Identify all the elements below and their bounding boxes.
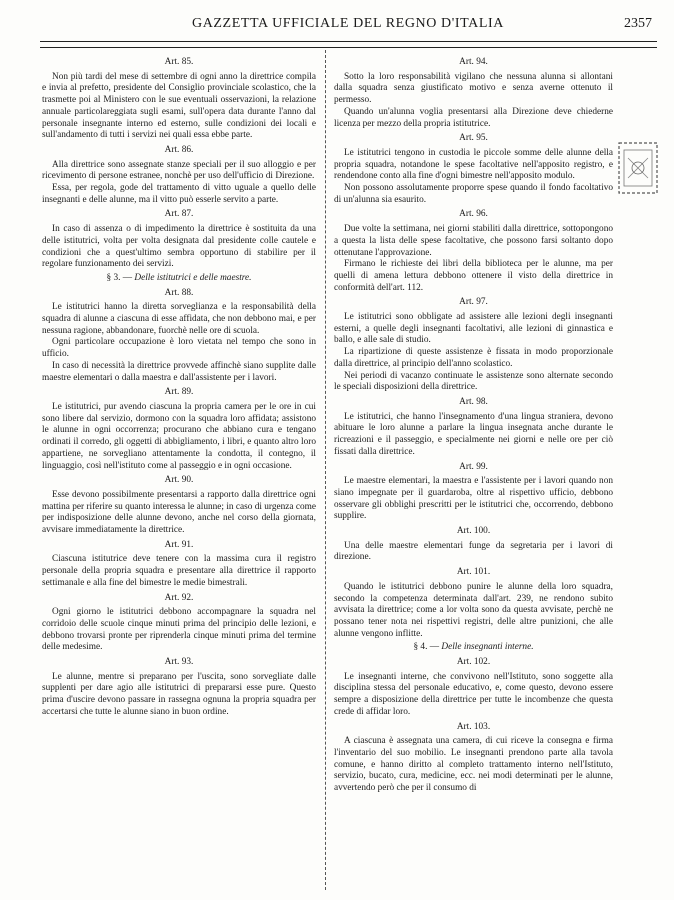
paragraph: Le istitutrici tengono in custodia le piccole somme delle alunne della propria squadra, notandone le spese facoltative nell'apposito registro, e rendendone conto alla fine d'ogni bimestre nell'apposito modulo. xyxy=(334,147,613,182)
section-number: § 3. — xyxy=(106,272,133,283)
paragraph: In caso di necessità la direttrice provvede affinchè siano supplite dalle maestre elementari o dalla maestra e dall'assistente per i lavori. xyxy=(42,360,316,383)
article-heading: Art. 86. xyxy=(164,144,194,155)
article-heading: Art. 100. xyxy=(456,526,491,537)
article-heading: Art. 102. xyxy=(456,657,491,668)
page-number: 2357 xyxy=(624,16,652,31)
section-title: Delle istitutrici e delle maestre. xyxy=(134,272,252,283)
paragraph: Due volte la settimana, nei giorni stabiliti dalla direttrice, sottopongono a questa la lista delle spese facoltative, che possono farsi soltanto dopo ottenutane l'approvazione. xyxy=(334,224,613,258)
paragraph: Quando un'alunna voglia presentarsi alla Direzione deve chiederne licenza per mezzo della propria istitutrice. xyxy=(334,106,613,129)
paragraph: Ogni giorno le istitutrici debbono accompagnare la squadra nel corridoio delle scuole cinque minuti prima del principio delle lezioni, e debbono trovarsi pronte per riprenderla cinque minuti prima del termine delle medesime. xyxy=(42,607,316,653)
article-heading: Art. 87. xyxy=(164,209,194,220)
paragraph: Firmano le richieste dei libri della biblioteca per le alunne, ma per quelli di amena lettura debbono ottenere il visto della direttrice in conformità dell'art. 112. xyxy=(334,259,613,293)
article-heading: Art. 88. xyxy=(164,287,194,298)
library-stamp-icon xyxy=(616,140,660,196)
paragraph: In caso di assenza o di impedimento la direttrice è sostituita da una delle istitutrici, volta per volta designata dal presidente colle cautele e condizioni che a quest'ultimo sembra opportuno di stabilire per il regolare funzionamento dei servizi. xyxy=(42,224,316,270)
article-heading: Art. 91. xyxy=(164,539,194,550)
article-heading: Art. 103. xyxy=(456,721,491,732)
left-column xyxy=(42,54,316,719)
paragraph: Le istitutrici hanno la diretta sorveglianza e la responsabilità della squadra di alunne a ciascuna di esse affidata, che non debbono mai, e per nessuna ragione, abbandonare, fuorchè nelle ore di scuola. xyxy=(42,302,316,336)
paragraph: Le istitutrici sono obbligate ad assistere alle lezioni degli insegnanti esterni, a quelle degli insegnanti facoltativi, alle lezioni di ginnastica e ballo, e alle sale di studio. xyxy=(334,312,613,346)
section-number: § 4. — xyxy=(413,642,440,653)
article-heading: Art. 93. xyxy=(164,657,194,668)
article-heading: Art. 98. xyxy=(459,396,488,407)
paragraph: Una delle maestre elementari funge da segretaria per i lavori di direzione. xyxy=(334,540,613,563)
paragraph: Non più tardi del mese di settembre di ogni anno la direttrice compila e invia al prefetto, presidente del Consiglio provinciale scolastico, che la trasmette poi al Ministero con le sue eventuali osservazioni, la relazione annuale particolareggiata sugli esami, sull'opera data durante l'anno dal personale insegnante interno ed esterno, sulle condizioni dei locali e sull'andamento di tutti i servizi nei quali essa ebbe parte. xyxy=(42,71,316,141)
paragraph: Non possono assolutamente proporre spese quando il fondo facoltativo di un'alunna sia esaurito. xyxy=(334,183,613,205)
paragraph: Ogni particolare occupazione è loro vietata nel tempo che sono in ufficio. xyxy=(42,337,316,360)
paragraph: Essa, per regola, gode del trattamento di vitto uguale a quello delle insegnanti e delle alunne, ma il vitto può esserle servito a parte. xyxy=(42,183,316,205)
paragraph: Esse devono possibilmente presentarsi a rapporto dalla direttrice ogni mattina per riferire su quanto interessa le alunne; in caso di urgenza come per indisposizione delle alunne devono, anche nel corso della giornata, avvisare immediatamente la direttrice. xyxy=(42,489,316,536)
paragraph: Le alunne, mentre si preparano per l'uscita, sono sorvegliate dalle supplenti per dare agio alle istitutrici di prepararsi esse pure. Questo prima d'uscire devono passare in rassegna ognuna la propria squadra per accertarsi che tutte le alunne siano in buon ordine. xyxy=(42,671,316,717)
article-heading: Art. 92. xyxy=(164,592,194,603)
paragraph: Le istitutrici, pur avendo ciascuna la propria camera per le ore in cui sono libere dal servizio, dormono con la squadra loro affidata; assistono le alunne in ogni occorrenza; procurano che abbiano cura e tengano ordinati il corredo, gli oggetti di abbigliamento, i libri, e quanto altro loro appartiene, ne sorvegliano attentamente la condotta, il contegno, il linguaggio, così nell'istituto come al passeggio e in ogni occasione. xyxy=(42,401,316,471)
paragraph: Nei periodi di vacanzo continuate le assistenze sono alternate secondo le speciali disposizioni della direttrice. xyxy=(334,370,613,393)
paragraph: A ciascuna è assegnata una camera, di cui riceve la consegna e firma l'inventario del suo mobilio. Le insegnanti prendono parte alla tavola comune, e hanno diritto al completo trattamento interno nell'Istituto, servizio, bucato, cura, medicine, ecc. nei modi determinati per le alunne, avvertendo però che per il consumo di xyxy=(334,736,613,794)
article-heading: Art. 95. xyxy=(459,133,488,144)
article-heading: Art. 85. xyxy=(164,57,194,67)
paragraph: Le maestre elementari, la maestra e l'assistente per i lavori quando non siano impegnate per il guardaroba, oltre al rispettivo ufficio, debbono osservare gli obblighi prescritti per le istitutrici che, occorrendo, debbono supplire. xyxy=(334,476,613,522)
article-heading: Art. 101. xyxy=(456,567,491,578)
section-title: Delle insegnanti interne. xyxy=(441,642,534,653)
paragraph: Quando le istitutrici debbono punire le alunne della loro squadra, secondo la competenza determinata dall'art. 239, ne rendono subito avvisata la direttrice; come a lor volta sono da questa avvisate, perchè ne possano tener nota nei rispettivi registri, delle altre punizioni, che alle alunne vengono inflitte. xyxy=(334,581,613,639)
article-heading: Art. 89. xyxy=(164,387,194,398)
paragraph: Le insegnanti interne, che convivono nell'Istituto, sono soggette alla disciplina stessa del personale educativo, e, come questo, devono essere sempre a disposizione della direttrice per tutte le incombenze che questa crede di affidar loro. xyxy=(334,671,613,717)
article-heading: Art. 99. xyxy=(459,461,488,472)
article-heading: Art. 90. xyxy=(164,475,194,486)
right-column xyxy=(334,54,613,795)
article-heading: Art. 97. xyxy=(459,297,488,308)
section-heading xyxy=(334,642,613,654)
paragraph: Ciascuna istitutrice deve tenere con la massima cura il registro personale della propria squadra e presentare alla direttrice il rapporto settimanale e alla fine del bimestre le medie bimestrali. xyxy=(42,554,316,588)
article-heading: Art. 96. xyxy=(459,209,488,220)
paragraph: Le istitutrici, che hanno l'insegnamento d'una lingua straniera, devono abituare le loro alunne a parlare la lingua insegnata anche durante le ricreazioni e il passeggio, e specialmente nei giorni e nelle ore per ciò fissati dalla direttrice. xyxy=(334,411,613,457)
page-header xyxy=(40,14,656,36)
paragraph: La ripartizione di queste assistenze è fissata in modo proporzionale dalla direttrice, al principio dell'anno scolastico. xyxy=(334,347,613,369)
paragraph: Sotto la loro responsabilità vigilano che nessuna alunna si allontani dalla squadra senza giustificato motivo e senza averne ottenuto il permesso. xyxy=(334,71,613,106)
section-heading xyxy=(42,273,316,285)
column-divider xyxy=(325,50,326,890)
paragraph: Alla direttrice sono assegnate stanze speciali per il suo alloggio e per ricevimento di persone estranee, nonchè per uso dell'ufficio di Direzione. xyxy=(42,159,316,182)
article-heading: Art. 94. xyxy=(459,57,488,67)
gazette-title: GAZZETTA UFFICIALE DEL REGNO D'ITALIA xyxy=(191,16,505,31)
header-rule xyxy=(40,41,657,48)
